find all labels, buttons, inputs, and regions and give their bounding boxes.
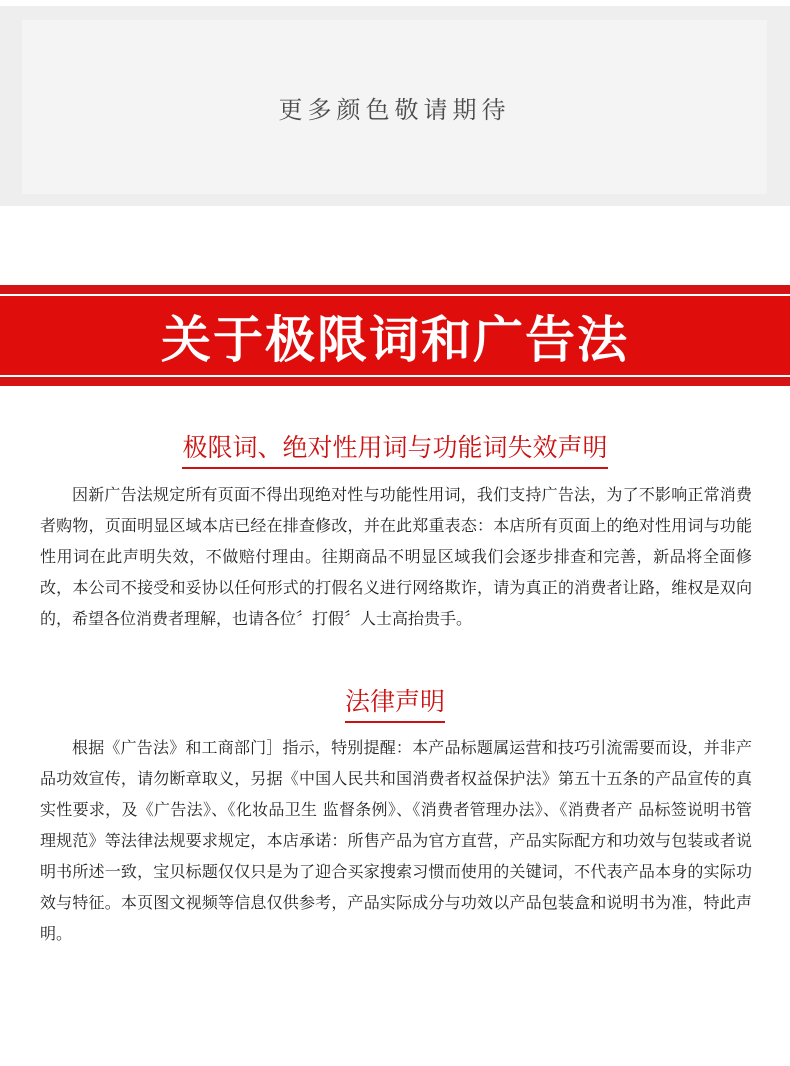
page-title: 关于极限词和广告法 [161, 310, 629, 369]
more-colors-panel [22, 20, 767, 194]
more-colors-text: 更多颜色敬请期待 [278, 95, 511, 124]
title-band-inner [0, 294, 790, 377]
section-heading-legal-text: 法律声明 [345, 682, 445, 723]
section-heading-disclaimer-text: 极限词、绝对性用词与功能词失效声明 [182, 428, 607, 469]
disclaimer-paragraph: 因新广告法规定所有页面不得出现绝对性与功能性用词，我们支持广告法，为了不影响正常消费者购物，页面明显区域本店已经在排查修改，并在此郑重表态：本店所有页面上的绝对性用词与功能性用词在此声明失效，不做赔付理由。往期商品不明显区域我们会逐步排查和完善，新品将全面修改，本公司不接受和妥协以任何形式的打假名义进行网络欺诈，请为真正的消费者让路，维权是双向的，希望各位消费者理解，也请各位〞打假〞人士高抬贵手。 [40, 485, 752, 628]
title-band [0, 285, 790, 386]
section-heading-disclaimer [0, 428, 790, 469]
legal-paragraph: 根据《广告法》和工商部门］指示，特别提醒：本产品标题属运营和技巧引流需要而设，并非产品功效宣传，请勿断章取义，另据《中国人民共和国消费者权益保护法》第五十五条的产品宣传的真实性要求，及《广告法》、《化妆品卫生 监督条例》、《消费者管理办法》、《消费者产 品标签说明书管理规范》等法律法规要求规定，本店承诺：所售产品为官方直营，产品实际配方和功效与包装或者说明书所述一致，宝贝标题仅仅只是为了迎合买家搜索习惯而使用的关键词，不代表产品本身的实际功效与特征。本页图文视频等信息仅供参考，产品实际成分与功效以产品包装盒和说明书为准，特此声明。 [40, 738, 752, 943]
more-colors-banner [0, 6, 790, 206]
section-heading-legal [0, 682, 790, 723]
